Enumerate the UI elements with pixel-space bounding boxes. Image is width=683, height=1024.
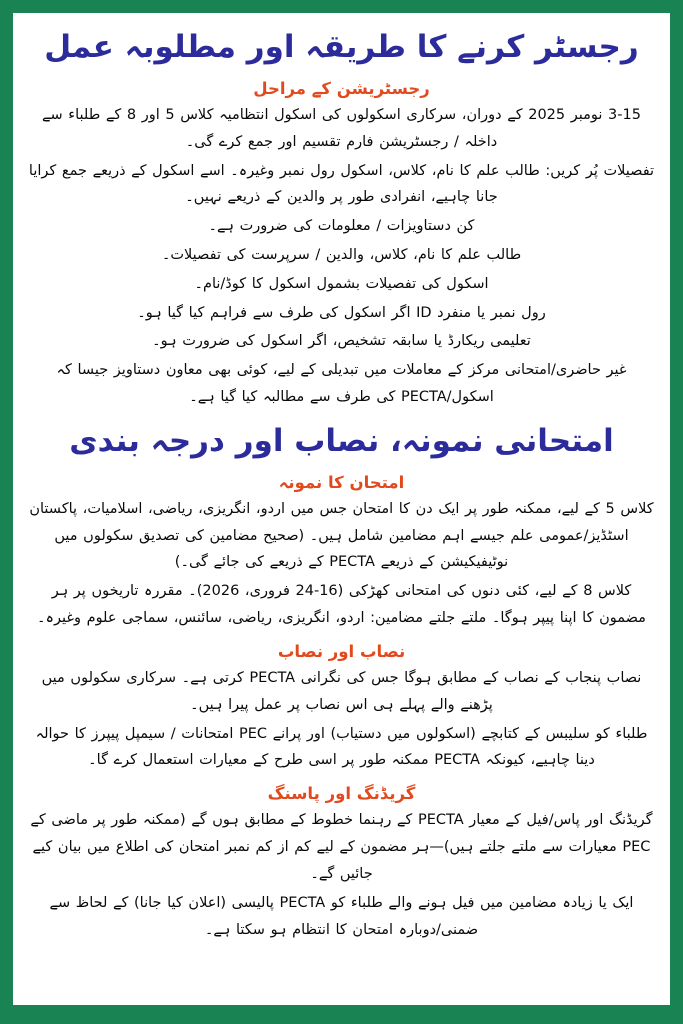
para-absence-center-change: غیر حاضری/امتحانی مرکز کے معاملات میں تبدیلی کے لیے، کوئی بھی معاون دستاویز جیسا کہ اسکول/PECTA کی طرف سے مطالبہ کیا گیا ہے۔ (56, 362, 627, 406)
para-class5-exam: کلاس 5 کے لیے، ممکنہ طور پر ایک دن کا امتحان جس میں اردو، انگریزی، ریاضی، اسلامیات، پاکستان اسٹڈیز/عمومی علم جیسے اہم مضامین شامل ہیں۔ (صحیح مضامین کی تصدیق سکولوں میں نوٹیفیکیشن کے ذریعے PECTA کے ذریعے کی جائے گی۔) (29, 500, 654, 571)
para-grading-criteria: گریڈنگ اور پاس/فیل کے معیار PECTA کے رہنما خطوط کے مطابق ہوں گے (ممکنہ طور پر ماضی کے PEC معیارات سے ملتے جلتے ہیں)—ہر مضمون کے لیے کم از کم نمبر امتحان کی اطلاع میں بیان کیے جائیں گے۔ (30, 812, 653, 882)
para-fail-reexam: ایک یا زیادہ مضامین میں فیل ہونے والے طلباء کو PECTA پالیسی (اعلان کیا جانا) کے لحاظ سے ضمنی/دوبارہ امتحان کا انتظام ہو سکتا ہے۔ (49, 894, 634, 938)
document-body (13, 13, 670, 1005)
para-academic-record: تعلیمی ریکارڈ یا سابقہ تشخیص، اگر اسکول کی ضرورت ہو۔ (152, 333, 531, 350)
para-class8-exam: کلاس 8 کے لیے، کئی دنوں کی امتحانی کھڑکی (16-24 فروری، 2026)۔ مقررہ تاریخوں پر ہر مضمون کا اپنا پیپر ہوگا۔ ملتے جلتے مضامین: اردو، انگریزی، ریاضی، سائنس، سماجی علوم وغیرہ۔ (37, 583, 646, 627)
para-distribution-schedule: 3-15 نومبر 2025 کے دوران، سرکاری اسکولوں کی اسکول انتظامیہ کلاس 5 اور 8 کے طلباء سے داخلہ / رجسٹریشن فارم تقسیم اور جمع کرے گی۔ (42, 106, 641, 150)
para-documents-required: کن دستاویزات / معلومات کی ضرورت ہے۔ (208, 218, 475, 235)
heading-syllabus: نصاب اور نصاب (277, 641, 406, 661)
heading-registration-steps: رجسٹریشن کے مراحل (253, 78, 430, 98)
para-syllabus-books: طلباء کو سلیبس کے کتابچے (اسکولوں میں دستیاب) اور پرانے PEC امتحانات / سیمپل پیپرز کا حوالہ دینا چاہیے، کیونکہ PECTA ممکنہ طور پر اسی طرح کے معیارات استعمال کرے گا۔ (35, 725, 648, 769)
para-fill-details: تفصیلات پُر کریں: طالب علم کا نام، کلاس، اسکول رول نمبر وغیرہ۔ اسے اسکول کے ذریعے جمع کرایا جانا چاہیے، انفرادی طور پر والدین کے ذریعے نہیں۔ (28, 162, 655, 206)
heading-exam-pattern: امتحان کا نمونہ (278, 472, 405, 492)
para-student-details: طالب علم کا نام، کلاس، والدین / سرپرست کی تفصیلات۔ (161, 247, 522, 263)
para-school-details: اسکول کی تفصیلات بشمول اسکول کا کوڈ/نام۔ (194, 275, 489, 292)
heading-grading: گریڈنگ اور پاسنگ (267, 784, 416, 804)
para-syllabus-pecta: نصاب پنجاب کے نصاب کے مطابق ہوگا جس کی نگرانی PECTA کرتی ہے۔ سرکاری سکولوں میں پڑھنے والے پہلے ہی اس نصاب پر عمل پیرا ہیں۔ (41, 669, 642, 713)
section-title-exam-pattern-syllabus-grading: امتحانی نمونہ، نصاب اور درجہ بندی (69, 422, 614, 459)
main-title: رجسٹر کرنے کا طریقہ اور مطلوبہ عمل (44, 29, 639, 65)
para-roll-number: رول نمبر یا منفرد ID اگر اسکول کی طرف سے فراہم کیا گیا ہو۔ (137, 304, 546, 321)
